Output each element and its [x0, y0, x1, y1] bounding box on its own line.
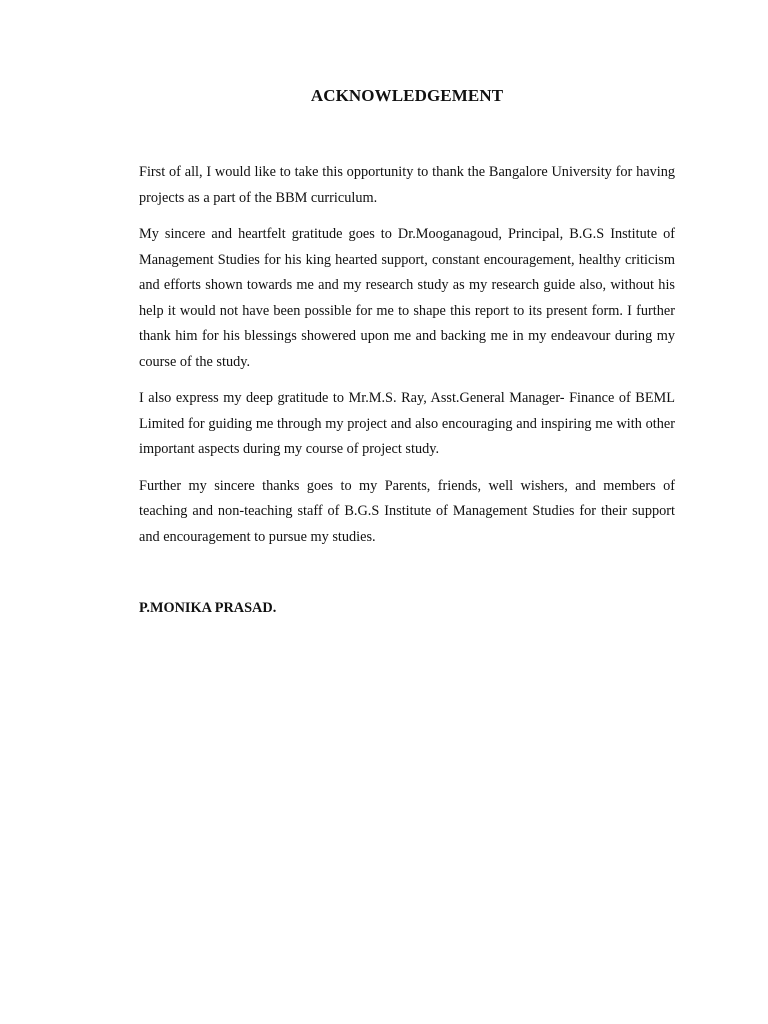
signature-name: P.MONIKA PRASAD. — [139, 600, 277, 616]
page-title: ACKNOWLEDGEMENT — [310, 86, 504, 105]
document-body — [139, 160, 675, 561]
paragraph-1: First of all, I would like to take this opportunity to thank the Bangalore University for having projects as a part of the BBM curriculum. — [139, 164, 675, 206]
paragraph-3: I also express my deep gratitude to Mr.M.S. Ray, Asst.General Manager- Finance of BEML Limited for guiding me through my project and also encouraging and inspiring me with other important aspects during my course of project study. — [139, 390, 675, 457]
paragraph-4: Further my sincere thanks goes to my Parents, friends, well wishers, and members of teaching and non-teaching staff of B.G.S Institute of Management Studies for their support and encouragement to pursue my studies. — [139, 477, 675, 545]
paragraph-2: My sincere and heartfelt gratitude goes to Dr.Mooganagoud, Principal, B.G.S Institute of Management Studies for his king hearted support, constant encouragement, healthy criticism and efforts shown towards me and my research study as my research guide also, without his help it would not have been possible for me to shape this report to its present form. I further thank him for his blessings showered upon me and backing me in my endeavour during my course of the study. — [139, 226, 675, 370]
